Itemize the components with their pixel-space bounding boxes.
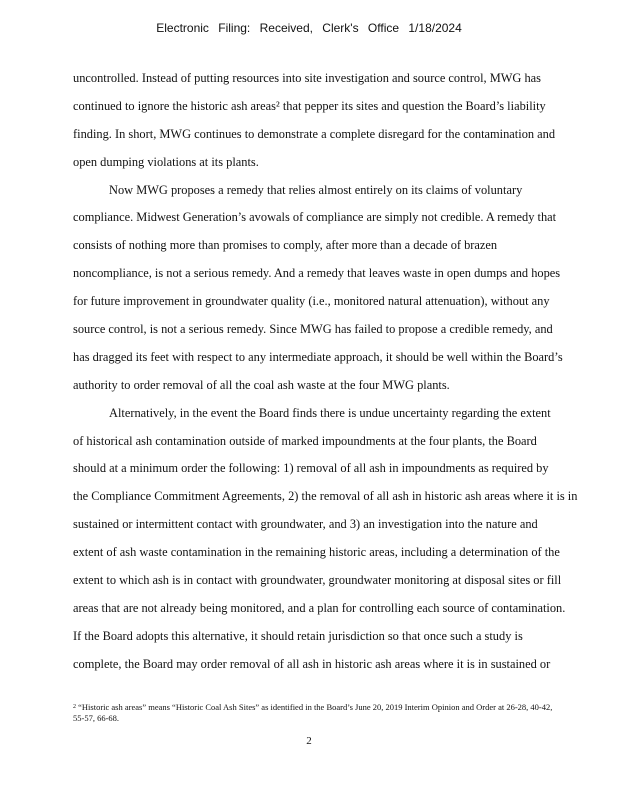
text-line: continued to ignore the historic ash areas² that pepper its sites and question the Board’s liability [73, 98, 546, 113]
text-line: open dumping violations at its plants. [73, 154, 259, 169]
text-line: extent of ash waste contamination in the remaining historic areas, including a determination of the [73, 545, 560, 560]
text-line: extent to which ash is in contact with groundwater, groundwater monitoring at disposal sites or fill [73, 573, 562, 588]
filing-header: Electronic Filing: Received, Clerk's Office 1/18/2024 [156, 21, 462, 35]
body-text [73, 69, 581, 683]
footnote [73, 702, 563, 724]
text-line: of historical ash contamination outside of marked impoundments at the four plants, the Board [73, 433, 537, 448]
text-line: for future improvement in groundwater quality (i.e., monitored natural attenuation), without any [73, 294, 550, 309]
text-line: the Compliance Commitment Agreements, 2) the removal of all ash in historic ash areas where it is in [73, 489, 578, 504]
text-line: uncontrolled. Instead of putting resources into site investigation and source control, MWG has [73, 71, 541, 85]
text-line: complete, the Board may order removal of all ash in historic ash areas where it is in sustained or [73, 656, 551, 671]
text-line: Alternatively, in the event the Board finds there is undue uncertainty regarding the extent [109, 405, 551, 420]
text-line: compliance. Midwest Generation’s avowals of compliance are simply not credible. A remedy that [73, 210, 557, 225]
page-number: 2 [306, 735, 312, 747]
footnote-text: “Historic ash areas” means “Historic Coal Ash Sites” as identified in the Board’s June 20, 2019 Interim Opinion and Order at 26-28, 40-42, 55-57, 66-68. [73, 702, 553, 723]
text-line: authority to order removal of all the coal ash waste at the four MWG plants. [73, 377, 450, 392]
text-line: should at a minimum order the following: 1) removal of all ash in impoundments as required by [73, 461, 549, 476]
text-line: If the Board adopts this alternative, it should retain jurisdiction so that once such a study is [73, 628, 523, 643]
text-line: finding. In short, MWG continues to demonstrate a complete disregard for the contamination and [73, 126, 556, 141]
text-line: sustained or intermittent contact with groundwater, and 3) an investigation into the nature and [73, 517, 538, 532]
text-line: Now MWG proposes a remedy that relies almost entirely on its claims of voluntary [109, 182, 523, 197]
text-line: has dragged its feet with respect to any intermediate approach, it should be well within the Board’s [73, 349, 563, 364]
text-line: noncompliance, is not a serious remedy. And a remedy that leaves waste in open dumps and hopes [73, 266, 561, 281]
footnote-marker: 2 [73, 704, 76, 710]
text-line: areas that are not already being monitored, and a plan for controlling each source of contamination. [73, 600, 566, 615]
text-line: source control, is not a serious remedy. Since MWG has failed to propose a credible remedy, and [73, 322, 553, 337]
text-line: consists of nothing more than promises to comply, after more than a decade of brazen [73, 238, 498, 253]
